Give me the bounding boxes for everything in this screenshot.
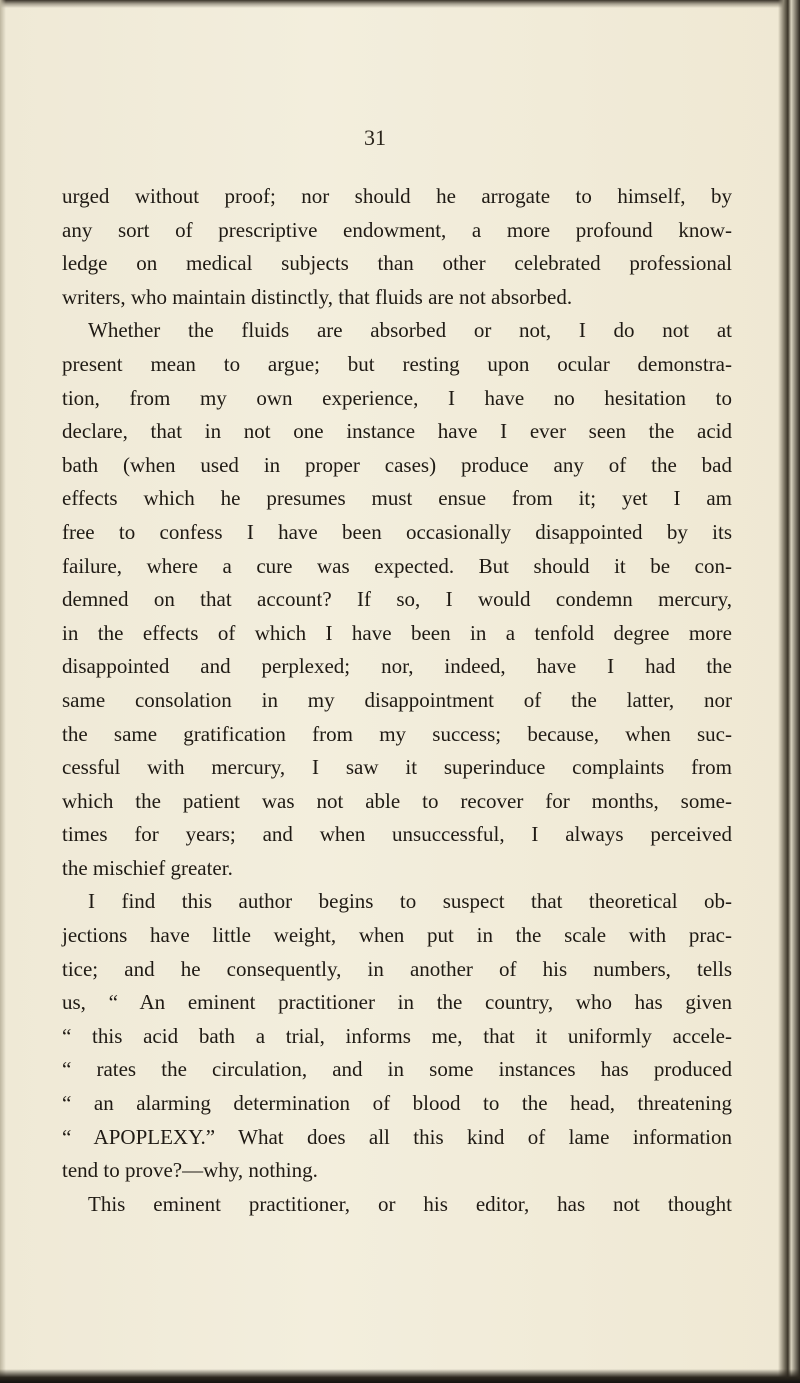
text-line: This eminent practitioner, or his editor, has not thought (88, 1191, 732, 1216)
text-line: urged without proof; nor should he arrogate to himself, by (62, 184, 732, 208)
text-line: same consolation in my disappointment of the latter, nor (62, 687, 732, 712)
text-line: I find this author begins to suspect that theoretical ob- (88, 889, 732, 914)
text-line: jections have little weight, when put in the scale with prac- (62, 923, 732, 948)
text-line: writers, who maintain distinctly, that fluids are not absorbed. (62, 284, 573, 309)
page-top-shadow (0, 0, 800, 8)
text-line: “ rates the circulation, and in some instances has produced (62, 1057, 732, 1082)
text-line: any sort of prescriptive endowment, a more profound know- (62, 217, 732, 242)
text-line: present mean to argue; but resting upon ocular demonstra- (62, 351, 732, 376)
text-line: “ an alarming determination of blood to the head, threatening (62, 1091, 732, 1116)
page-number: 31 (364, 125, 386, 150)
text-line: free to confess I have been occasionally disappointed by its (62, 519, 732, 544)
text-line: cessful with mercury, I saw it superinduce complaints from (62, 755, 732, 780)
page-bottom-edge (0, 1369, 800, 1383)
text-line: tice; and he consequently, in another of his numbers, tells (62, 956, 732, 981)
text-line: failure, where a cure was expected. But should it be con- (62, 553, 732, 578)
page-left-edge (0, 0, 6, 1383)
text-line: declare, that in not one instance have I ever seen the acid (62, 419, 732, 444)
text-line: effects which he presumes must ensue from it; yet I am (62, 486, 732, 511)
book-spine-edge (778, 0, 800, 1383)
text-line: which the patient was not able to recover for months, some- (62, 788, 732, 813)
body-text (62, 180, 732, 1221)
text-line: ledge on medical subjects than other celebrated professional (62, 251, 732, 276)
text-line: tend to prove?—why, nothing. (62, 1158, 318, 1183)
text-line: in the effects of which I have been in a tenfold degree more (62, 620, 732, 645)
text-line: the same gratification from my success; because, when suc- (62, 721, 732, 746)
text-line: us, “ An eminent practitioner in the country, who has given (62, 990, 732, 1015)
text-line: times for years; and when unsuccessful, I always perceived (62, 822, 732, 847)
text-line: demned on that account? If so, I would condemn mercury, (62, 587, 732, 612)
text-line: tion, from my own experience, I have no hesitation to (62, 385, 732, 410)
text-line: bath (when used in proper cases) produce any of the bad (62, 452, 732, 477)
text-line: the mischief greater. (62, 855, 233, 880)
text-line: “ APOPLEXY.” What does all this kind of lame information (62, 1124, 732, 1149)
text-line: Whether the fluids are absorbed or not, I do not at (88, 318, 732, 343)
text-line: “ this acid bath a trial, informs me, that it uniformly accele- (62, 1023, 732, 1048)
text-line: disappointed and perplexed; nor, indeed, have I had the (62, 654, 732, 679)
